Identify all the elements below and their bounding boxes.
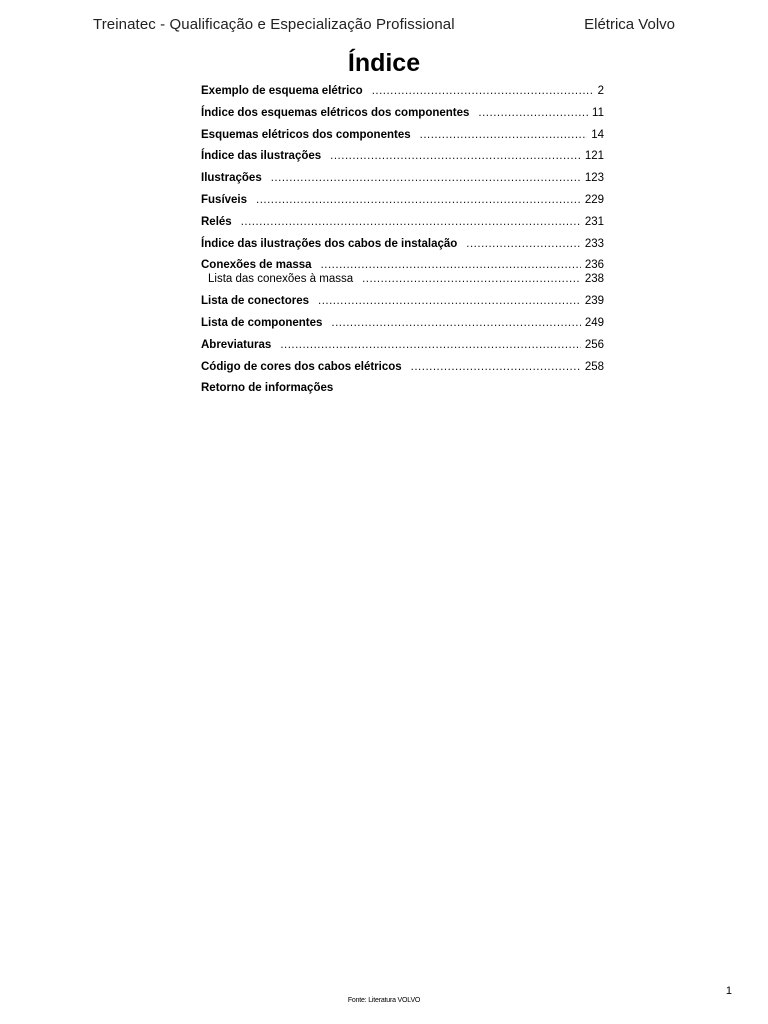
toc-entry-page: 121 bbox=[584, 150, 604, 163]
toc-entry-reles bbox=[201, 215, 604, 229]
toc-leader-dots bbox=[420, 128, 588, 142]
toc-entry-page: 238 bbox=[584, 273, 604, 286]
toc-entry-label: Código de cores dos cabos elétricos bbox=[201, 360, 402, 373]
toc-entry-page: 239 bbox=[584, 295, 604, 308]
page-number: 1 bbox=[725, 985, 732, 997]
toc-entry-abreviaturas bbox=[201, 338, 604, 352]
toc-entry-page: 233 bbox=[584, 237, 604, 250]
toc-entry-conexoes-massa bbox=[201, 258, 604, 272]
toc-entry-lista-componentes bbox=[201, 316, 604, 330]
toc-entry-label: Relés bbox=[201, 215, 232, 228]
toc-entry-page: 11 bbox=[592, 106, 604, 119]
toc-entry-indice-ilustracoes bbox=[201, 149, 604, 163]
toc-leader-dots bbox=[280, 338, 581, 352]
toc-entry-page: 231 bbox=[584, 215, 604, 228]
toc-entry-label: Ilustrações bbox=[201, 172, 262, 185]
toc-entry-page: 2 bbox=[597, 85, 604, 97]
toc-leader-dots bbox=[466, 237, 581, 251]
toc-leader-dots bbox=[331, 316, 580, 330]
toc-leader-dots bbox=[372, 84, 594, 98]
toc-entry-page: 258 bbox=[584, 360, 604, 373]
toc-entry-codigo-cores bbox=[201, 360, 604, 374]
table-of-contents bbox=[201, 84, 604, 403]
toc-entry-fusiveis bbox=[201, 193, 604, 207]
toc-entry-label: Lista de conectores bbox=[201, 295, 310, 308]
toc-leader-dots bbox=[478, 106, 588, 120]
toc-entry-page: 256 bbox=[584, 338, 604, 351]
toc-leader-dots bbox=[362, 272, 581, 286]
toc-entry-label: Lista das conexões à massa bbox=[208, 273, 354, 286]
toc-subentry-lista-conexoes-massa bbox=[201, 272, 604, 286]
toc-entry-indice-cabos bbox=[201, 237, 604, 251]
toc-entry-label: Exemplo de esquema elétrico bbox=[201, 85, 363, 97]
toc-leader-dots bbox=[241, 215, 581, 229]
toc-entry-indice-esquemas bbox=[201, 106, 604, 120]
toc-leader-dots bbox=[321, 258, 581, 272]
toc-entry-label: Retorno de informações bbox=[201, 382, 334, 395]
toc-entry-label: Fusíveis bbox=[201, 193, 248, 206]
toc-entry-page: 236 bbox=[584, 259, 604, 272]
toc-entry-page: 249 bbox=[584, 316, 604, 329]
toc-leader-dots bbox=[330, 149, 581, 163]
toc-entry-page: 229 bbox=[584, 193, 604, 206]
toc-leader-dots bbox=[256, 193, 581, 207]
page-title: Índice bbox=[347, 49, 421, 77]
toc-entry-page: 14 bbox=[591, 128, 604, 141]
toc-leader-dots bbox=[318, 294, 581, 308]
toc-entry-ilustracoes bbox=[201, 171, 604, 185]
toc-leader-dots bbox=[271, 171, 581, 185]
toc-entry-label: Abreviaturas bbox=[201, 338, 272, 351]
footer-source: Fonte: Literatura VOLVO bbox=[347, 997, 421, 1004]
toc-entry-page: 123 bbox=[584, 172, 604, 185]
toc-entry-exemplo-esquema bbox=[201, 84, 604, 98]
toc-leader-dots bbox=[411, 360, 581, 374]
toc-entry-lista-conectores bbox=[201, 294, 604, 308]
toc-entry-label: Esquemas elétricos dos componentes bbox=[201, 128, 411, 141]
document-header-title: Treinatec - Qualificação e Especialização Profissional bbox=[93, 16, 455, 33]
toc-entry-label: Índice das ilustrações dos cabos de instalação bbox=[201, 237, 458, 250]
document-header-subject: Elétrica Volvo bbox=[584, 16, 675, 33]
toc-entry-label: Índice dos esquemas elétricos dos componentes bbox=[201, 106, 470, 119]
toc-entry-retorno-informacoes bbox=[201, 381, 604, 395]
toc-entry-label: Índice das ilustrações bbox=[201, 150, 322, 163]
toc-entry-label: Conexões de massa bbox=[201, 259, 312, 272]
toc-entry-esquemas-componentes bbox=[201, 128, 604, 142]
toc-entry-label: Lista de componentes bbox=[201, 316, 323, 329]
